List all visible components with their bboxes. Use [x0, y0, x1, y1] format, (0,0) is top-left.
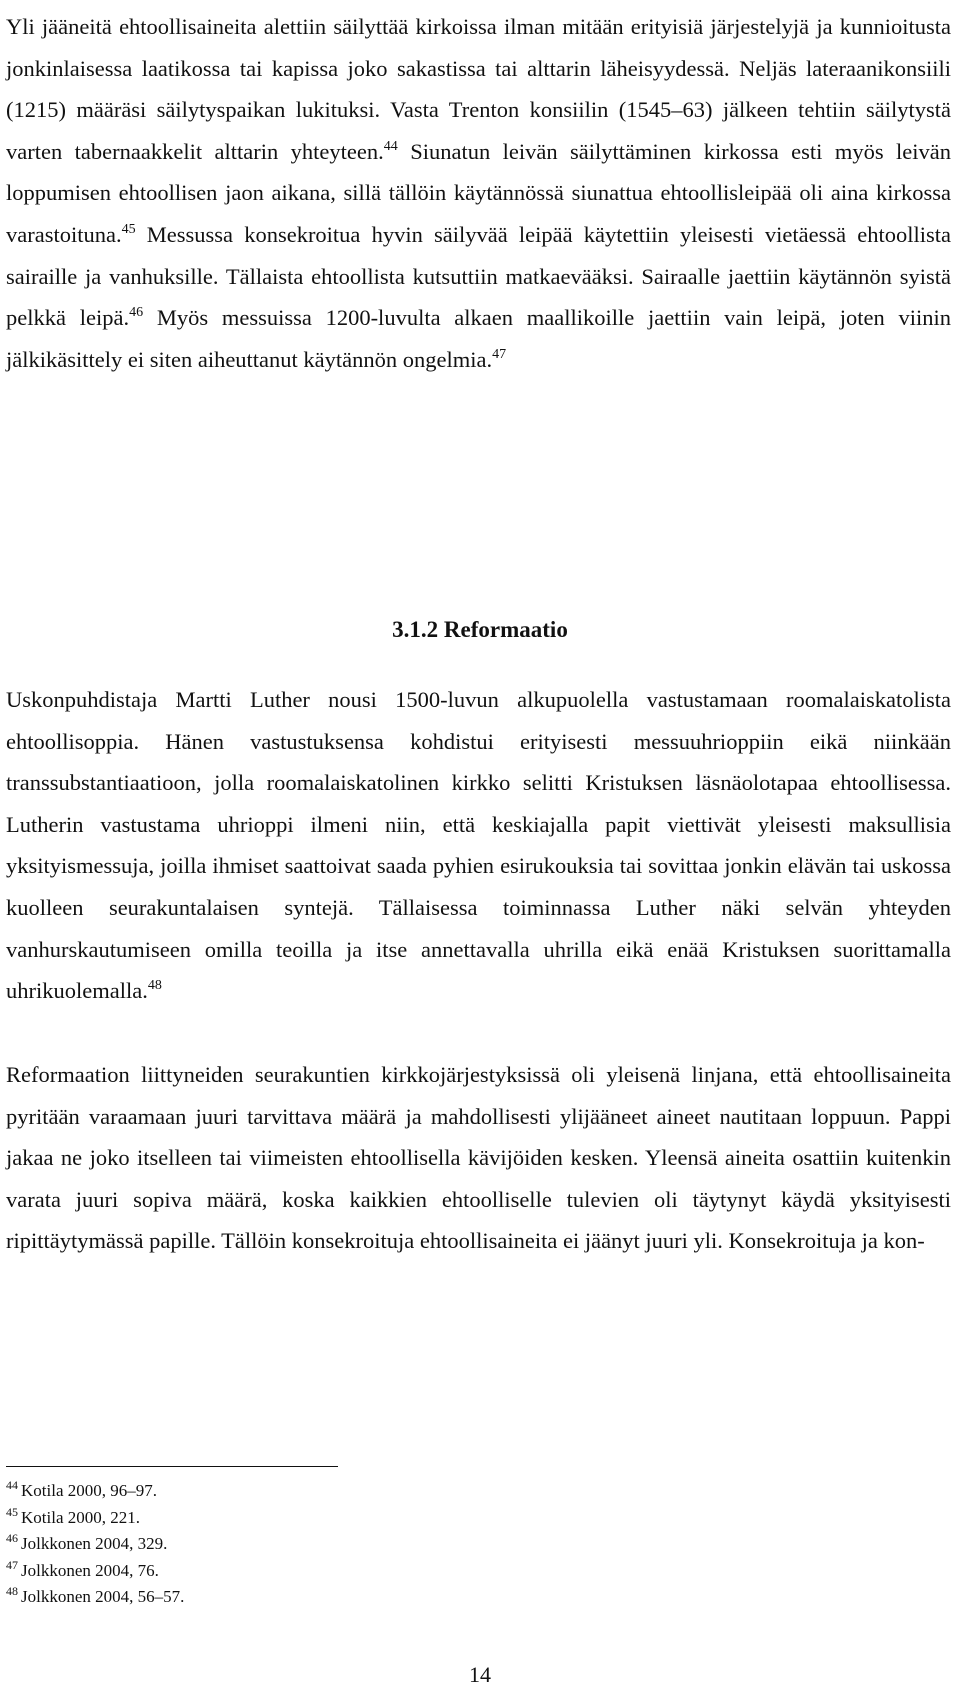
footnote-ref-47[interactable]: 47: [492, 346, 507, 362]
footnote-text: Kotila 2000, 96–97.: [21, 1481, 157, 1500]
footnote-ref-48[interactable]: 48: [147, 978, 162, 994]
footnote-item: [6, 1558, 184, 1585]
paragraph-text: Myös messuissa 1200-luvulta alkaen maallikoille jaettiin vain leipä, joten viinin jälkikäsittely ei siten aiheuttanut käytännön ongelmia.: [6, 305, 951, 372]
section-heading: [0, 616, 960, 644]
footnote-item: [6, 1531, 184, 1558]
section-title: Reformaatio: [443, 617, 568, 642]
footnote-text: Jolkkonen 2004, 329.: [21, 1534, 168, 1553]
footnote-number: 45: [6, 1504, 18, 1519]
body-paragraph-3: [6, 1054, 951, 1262]
footnote-number: 46: [6, 1531, 18, 1545]
footnote-text: Jolkkonen 2004, 76.: [21, 1560, 159, 1580]
body-paragraph-1: [6, 6, 951, 380]
footnote-text: Jolkkonen 2004, 56–57.: [21, 1587, 185, 1606]
footnote-text: Kotila 2000, 221.: [21, 1507, 140, 1527]
footnote-item: [6, 1584, 184, 1611]
footnote-list: [6, 1478, 184, 1611]
paragraph-text: Reformaation liittyneiden seurakuntien kirkkojärjestyksissä oli yleisenä linjana, että ehtoollisaineita pyritään varaamaan juuri tarvittava määrä ja mahdollisesti ylijääneet aineet nautitaan loppuun. Pappi jakaa ne joko itselleen tai viimeisten ehtoollisella kävijöiden kesken. Yleensä aineita osattiin kuitenkin varata juuri sopiva määrä, koska kaikkien ehtoolliselle tulevien oli täytynyt käydä yksityisesti ripittäytymässä papille. Tällöin konsekroituja ehtoollisaineita ei jäänyt juuri yli. Konsekroituja ja kon-: [6, 1062, 951, 1254]
paragraph-text: Uskonpuhdistaja Martti Luther nousi 1500-luvun alkupuolella vastustamaan roomalaiskatolista ehtoollisoppia. Hänen vastustuksensa kohdistui erityisesti messuuhrioppiin eikä niinkään transsubstantiaatioon, jolla roomalaiskatolinen kirkko selitti Kristuksen läsnäolotapaa ehtoollisessa. Lutherin vastustama uhrioppi ilmeni niin, että keskiajalla papit viettivät yleisesti maksullisia yksityismessuja, joilla ihmiset saattoivat saada pyhien esirukouksia tai sovittaa jonkin elävän tai uskossa kuolleen seurakuntalaisen syntejä. Tällaisessa toiminnassa Luther näki selvän yhteyden vanhurskautumiseen omilla teoilla ja itse annettavalla uhrilla eikä enää Kristuksen suorittamalla uhrikuolemalla.: [6, 687, 951, 1004]
section-number: 3.1.2: [392, 617, 439, 642]
paragraph-text: Siunatun leivän säilyttäminen kirkossa esti myös leivän loppumisen ehtoollisen jaon aikana, sillä tällöin käytännössä siunattua ehtoollisleipää oli aina kirkossa varastoituna.: [6, 138, 951, 247]
footnote-divider: [6, 1466, 338, 1467]
footnote-number: 47: [6, 1557, 18, 1572]
paragraph-text: Yli jääneitä ehtoollisaineita alettiin säilyttää kirkoissa ilman mitään erityisiä järjestelyjä ja kunnioitusta jonkinlaisessa laatikossa tai kapissa joko sakastissa tai alttarin läheisyydessä. Neljäs lateraanikonsiili (1215) määräsi säilytyspaikan lukituksi. Vasta Trenton konsiilin (1545–63) jälkeen tehtiin säilytystä varten tabernaakkelit alttarin yhteyteen.: [6, 14, 951, 164]
footnote-number: 44: [6, 1478, 18, 1492]
page-number: 14: [469, 1662, 491, 1687]
footnote-ref-45[interactable]: 45: [121, 221, 136, 237]
footnote-number: 48: [6, 1584, 18, 1598]
footnote-item: [6, 1505, 184, 1532]
footnote-ref-44[interactable]: 44: [383, 138, 398, 154]
footnote-item: [6, 1478, 184, 1505]
paragraph-text: Messussa konsekroitua hyvin säilyvää leipää käytettiin yleisesti vietäessä ehtoollista sairaille ja vanhuksille. Tällaista ehtoollista kutsuttiin matkaevääksi. Sairaalle jaettiin käytännön syistä pelkkä leipä.: [6, 221, 951, 331]
body-paragraph-2: [6, 679, 951, 1012]
footnote-ref-46[interactable]: 46: [129, 305, 144, 321]
